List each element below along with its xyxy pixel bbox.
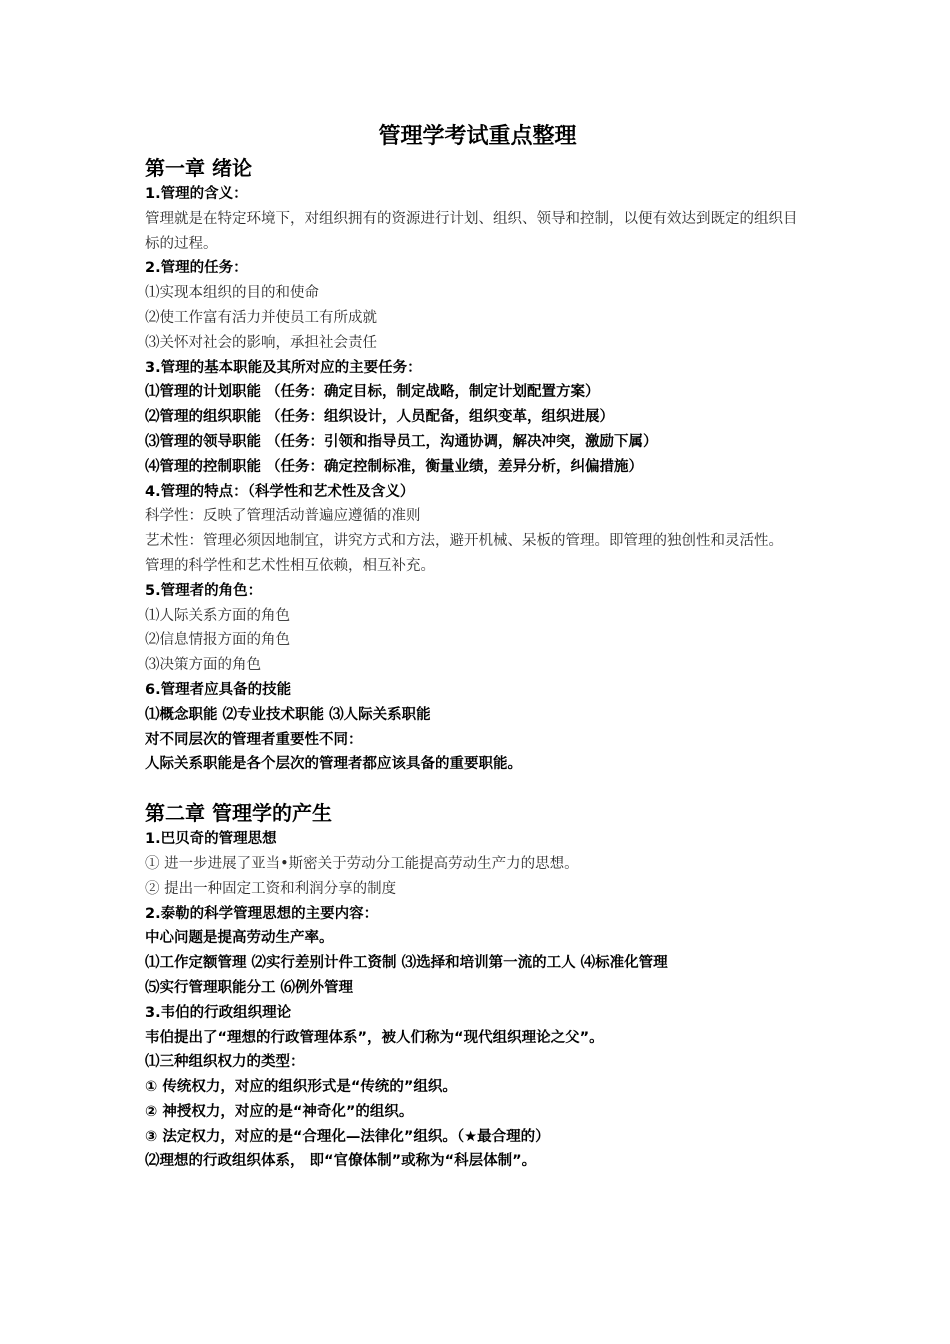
ch1-line: 1.管理的含义： (145, 186, 248, 202)
ch1-line: 管理的科学性和艺术性相互依赖，相互补充。 (145, 557, 435, 574)
ch1-line: 科学性：反映了管理活动普遍应遵循的准则 (145, 508, 421, 525)
ch1-line: 5.管理者的角色： (145, 582, 263, 599)
ch1-line: ⑵管理的组织职能 （任务：组织设计，人员配备，组织变革，组织进展） (145, 409, 615, 426)
ch1-line: ⑵信息情报方面的角色 (145, 632, 290, 649)
ch2-line: ② 提出一种固定工资和利润分享的制度 (145, 880, 397, 897)
ch1-line: 对不同层次的管理者重要性不同： (145, 731, 363, 748)
ch1-line: 6.管理者应具备的技能 (145, 681, 292, 698)
ch2-line: ⑵理想的行政组织体系， 即“官僚体制”或称为“科层体制”。 (145, 1153, 537, 1170)
ch1-line: ⑶关怀对社会的影响，承担社会责任 (145, 334, 377, 351)
ch1-line: ⑵使工作富有活力并使员工有所成就 (145, 309, 377, 326)
ch2-line: ③ 法定权力，对应的是“合理化—法律化”组织。（★最合理的） (145, 1128, 550, 1145)
ch2-line: 韦伯提出了“理想的行政管理体系”，被人们称为“现代组织理论之父”。 (145, 1029, 604, 1046)
ch2-line: ⑸实行管理职能分工 ⑹例外管理 (145, 979, 354, 996)
chapter-2-body (145, 827, 810, 1174)
ch1-line: ⑴管理的计划职能 （任务：确定目标，制定战略，制定计划配置方案） (145, 384, 600, 401)
ch1-line: 艺术性：管理必须因地制宜，讲究方式和方法，避开机械、呆板的管理。即管理的独创性和灵活性。 (145, 533, 783, 550)
ch2-line: 中心问题是提高劳动生产率。 (145, 930, 334, 947)
ch1-line: 人际关系职能是各个层次的管理者都应该具备的重要职能。 (145, 756, 522, 773)
ch1-line: ⑴人际关系方面的角色 (145, 607, 290, 624)
ch1-line: 管理就是在特定环境下，对组织拥有的资源进行计划、组织、领导和控制，以便有效达到既定的组织目标的过程。 (145, 210, 798, 252)
ch1-line: 3.管理的基本职能及其所对应的主要任务： (145, 359, 422, 376)
ch2-line: 3.韦伯的行政组织理论 (145, 1004, 292, 1021)
ch1-line: 2.管理的任务： (145, 260, 248, 277)
document-page (145, 118, 810, 1174)
ch2-line: ① 传统权力，对应的组织形式是“传统的”组织。 (145, 1079, 457, 1096)
chapter-1-heading: 第一章 绪论 (145, 156, 252, 180)
ch2-line: ⑴工作定额管理 ⑵实行差别计件工资制 ⑶选择和培训第一流的工人 ⑷标准化管理 (145, 955, 668, 972)
ch1-line: 4.管理的特点：（科学性和艺术性及含义） (145, 483, 415, 500)
ch1-line: ⑴概念职能 ⑵专业技术职能 ⑶人际关系职能 (145, 706, 431, 723)
document-title: 管理学考试重点整理 (378, 123, 577, 149)
ch2-line: ② 神授权力，对应的是“神奇化”的组织。 (145, 1103, 414, 1120)
ch1-line: ⑶决策方面的角色 (145, 657, 261, 674)
ch2-line: 2.泰勒的科学管理思想的主要内容： (145, 905, 379, 922)
ch2-line: ① 进一步进展了亚当•斯密关于劳动分工能提高劳动生产力的思想。 (145, 855, 579, 872)
ch1-line: ⑶管理的领导职能 （任务：引领和指导员工，沟通协调，解决冲突，激励下属） (145, 433, 658, 450)
chapter-1-body (145, 182, 810, 777)
ch1-line: ⑴实现本组织的目的和使命 (145, 285, 319, 302)
ch2-line: ⑴三种组织权力的类型： (145, 1054, 305, 1071)
ch2-line: 1.巴贝奇的管理思想 (145, 831, 277, 848)
chapter-2-heading: 第二章 管理学的产生 (145, 801, 332, 826)
ch1-line: ⑷管理的控制职能 （任务：确定控制标准，衡量业绩，差异分析，纠偏措施） (145, 458, 644, 475)
